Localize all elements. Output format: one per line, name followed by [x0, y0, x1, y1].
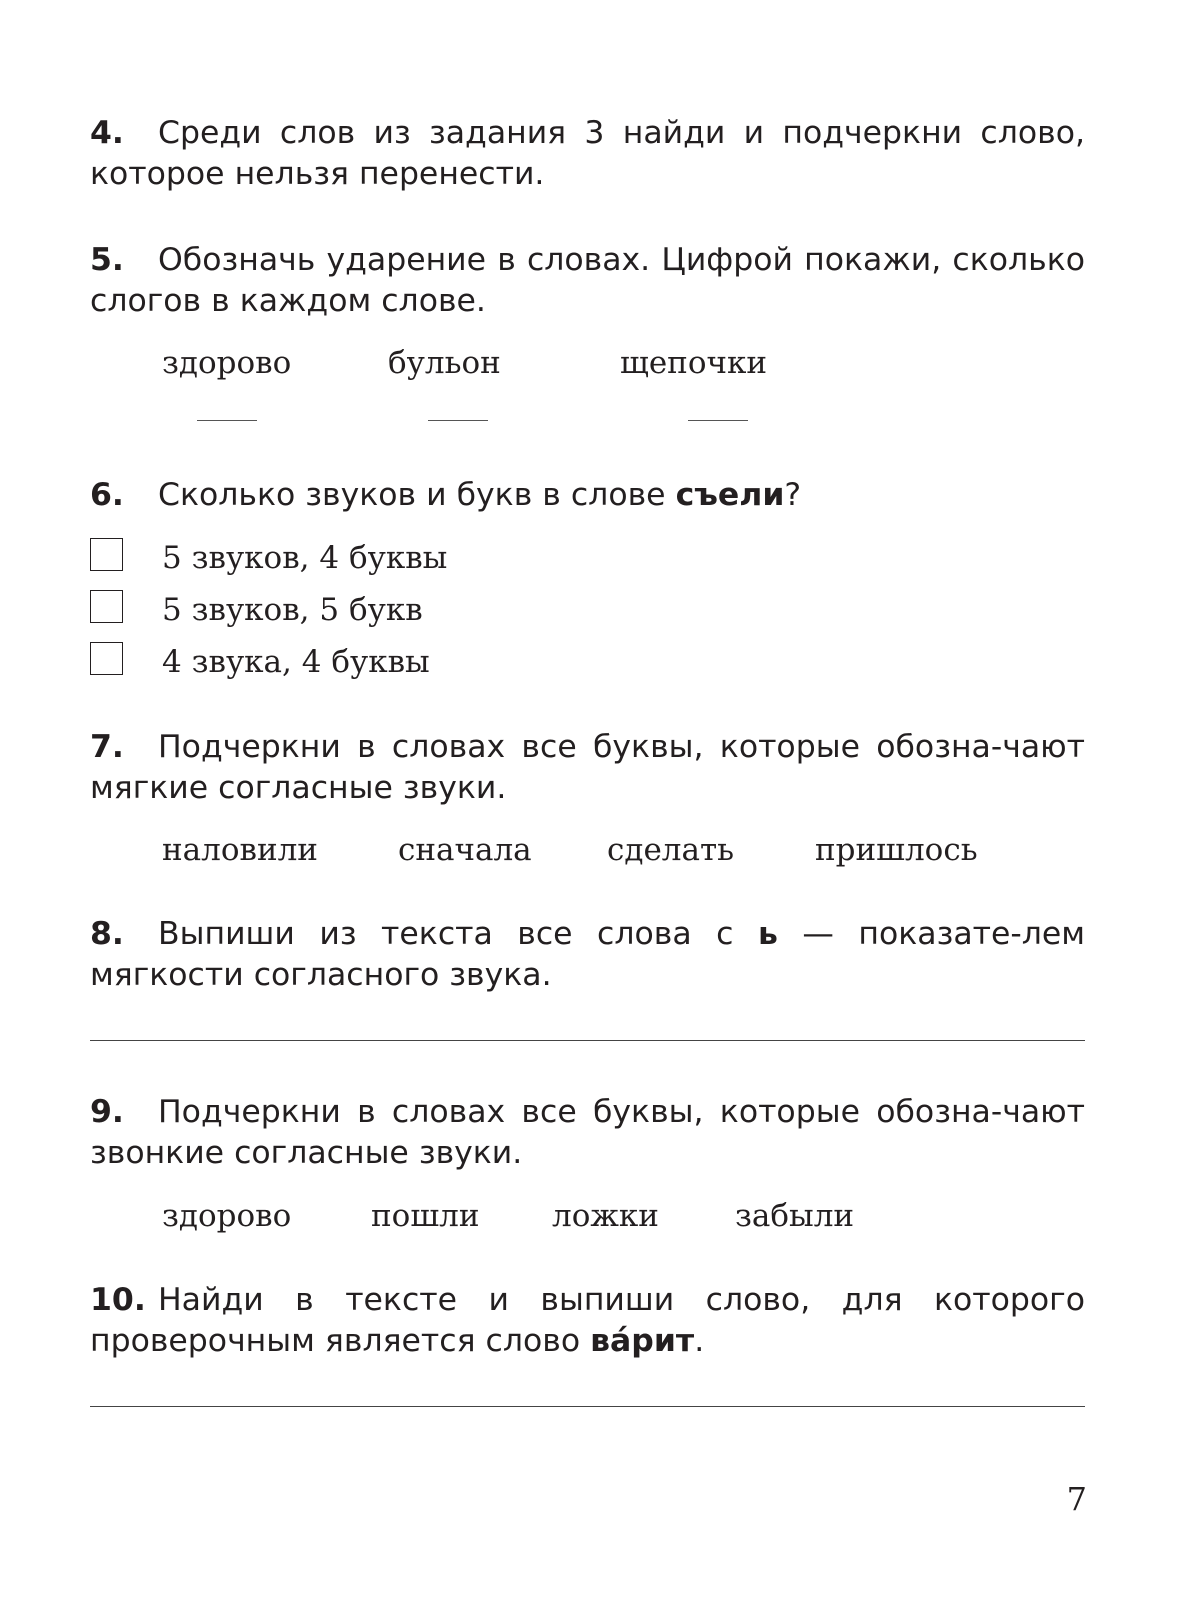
word: пришлось: [815, 832, 978, 868]
task-text: Среди слов из задания 3 найди и подчеркни слово, которое нельзя перенести.: [90, 115, 1085, 192]
answer-line[interactable]: [90, 1040, 1085, 1041]
task-text: Обозначь ударение в словах. Цифрой покажи, сколько слогов в каждом слове.: [90, 242, 1085, 319]
task-text: Выпиши из текста все слова с: [158, 916, 758, 952]
option-label: 5 звуков, 5 букв: [162, 592, 423, 628]
task-text: Найди в тексте и выпиши слово, для которого проверочным является слово: [90, 1282, 1085, 1359]
task-text-end: .: [694, 1323, 705, 1359]
keyword: ь: [757, 916, 778, 952]
task-5: [90, 240, 1085, 322]
checkbox[interactable]: [90, 538, 123, 571]
word: пошли: [371, 1198, 480, 1234]
keyword: съели: [675, 477, 785, 513]
task-number: 8.: [90, 916, 124, 952]
task-number: 7.: [90, 729, 124, 765]
task-9: [90, 1092, 1085, 1174]
answer-blank[interactable]: [428, 420, 488, 421]
page-number: 7: [1066, 1480, 1087, 1518]
task-text: Подчеркни в словах все буквы, которые обозна-чают мягкие согласные звуки.: [90, 729, 1085, 806]
word: сначала: [398, 832, 532, 868]
task-text-end: ?: [784, 477, 802, 513]
task-7: [90, 727, 1085, 809]
task-text: Сколько звуков и букв в слове: [158, 477, 676, 513]
task-4: [90, 113, 1085, 195]
task-number: 4.: [90, 115, 124, 151]
task-number: 10.: [90, 1282, 146, 1318]
word: наловили: [162, 832, 318, 868]
option-label: 5 звуков, 4 буквы: [162, 540, 448, 576]
task-10: [90, 1280, 1085, 1362]
task-number: 6.: [90, 477, 124, 513]
word: здорово: [162, 1198, 292, 1234]
word: ложки: [552, 1198, 659, 1234]
task-text-end: — показате-лем мягкости согласного звука.: [90, 916, 1085, 993]
checkbox[interactable]: [90, 642, 123, 675]
answer-line[interactable]: [90, 1406, 1085, 1407]
task-number: 9.: [90, 1094, 124, 1130]
keyword: ва́рит: [590, 1323, 695, 1359]
word: сделать: [607, 832, 734, 868]
word: забыли: [735, 1198, 855, 1234]
word: щепочки: [620, 345, 768, 381]
task-6: [90, 475, 1085, 516]
option-label: 4 звука, 4 буквы: [162, 644, 430, 680]
word: бульон: [388, 345, 501, 381]
task-text: Подчеркни в словах все буквы, которые обозна-чают звонкие согласные звуки.: [90, 1094, 1085, 1171]
answer-blank[interactable]: [197, 420, 257, 421]
word: здорово: [162, 345, 292, 381]
answer-blank[interactable]: [688, 420, 748, 421]
task-number: 5.: [90, 242, 124, 278]
checkbox[interactable]: [90, 590, 123, 623]
task-8: [90, 914, 1085, 996]
